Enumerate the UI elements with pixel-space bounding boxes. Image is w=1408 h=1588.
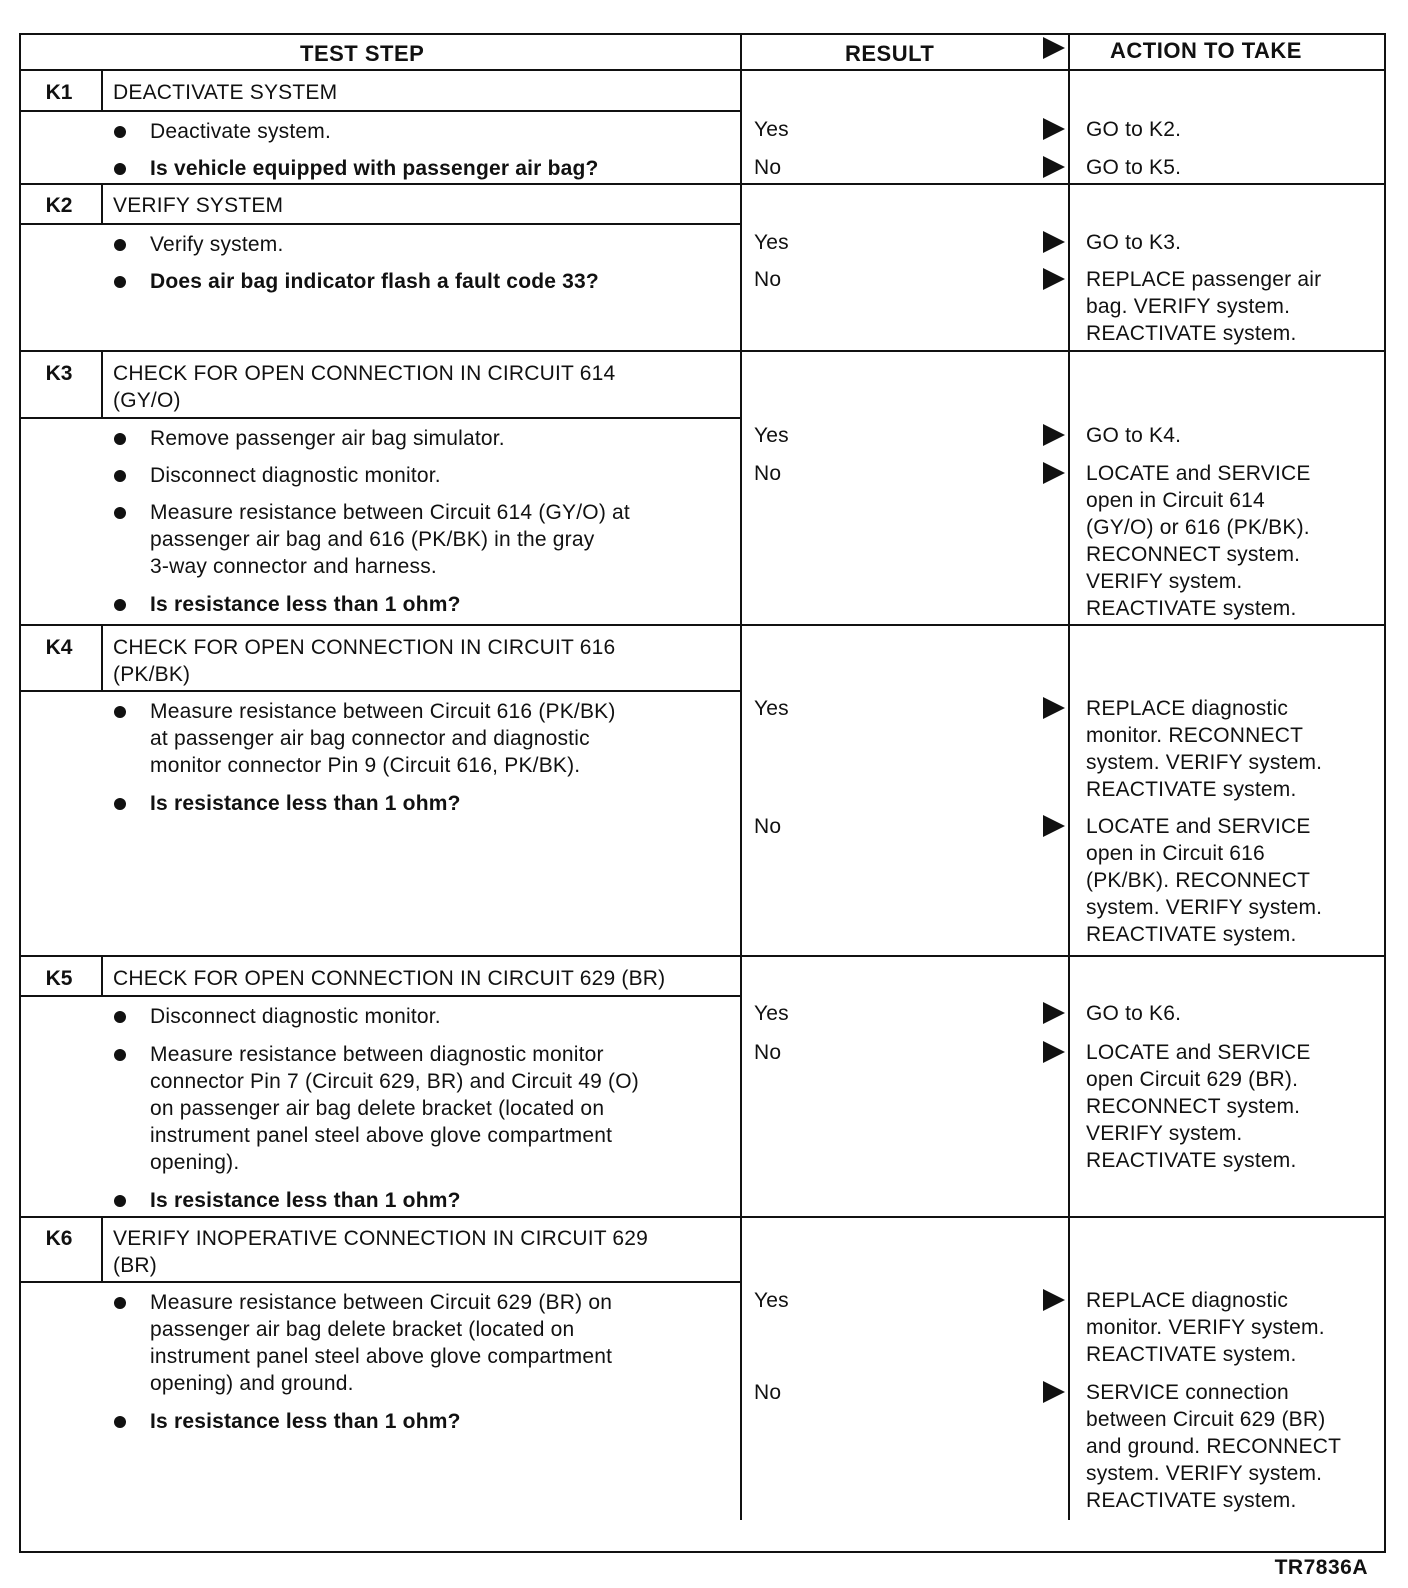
result-label: Yes [754, 231, 789, 254]
action-line: monitor. VERIFY system. [1086, 1316, 1325, 1339]
id-col-divider [101, 955, 103, 995]
bullet-icon [114, 433, 126, 445]
step-instruction-line: Disconnect diagnostic monitor. [150, 1005, 441, 1028]
step-instruction-line: instrument panel steel above glove compartment [150, 1124, 613, 1147]
step-id: K2 [45, 194, 73, 217]
row-divider [19, 624, 1386, 626]
bullet-icon [114, 1297, 126, 1309]
row-divider [19, 350, 1386, 352]
action-line: GO to K2. [1086, 118, 1182, 141]
action-line: bag. VERIFY system. [1086, 295, 1291, 318]
result-label: Yes [754, 424, 789, 447]
step-instruction-line: Disconnect diagnostic monitor. [150, 464, 441, 487]
bullet-icon [114, 163, 126, 175]
bullet-icon [114, 798, 126, 810]
bullet-icon [114, 706, 126, 718]
step-title-line: CHECK FOR OPEN CONNECTION IN CIRCUIT 614 [113, 362, 616, 385]
col-divider [740, 350, 742, 624]
result-label: No [754, 815, 782, 838]
action-line: RECONNECT system. [1086, 1095, 1301, 1118]
result-arrow-icon [1043, 1289, 1065, 1311]
bullet-icon [114, 239, 126, 251]
step-instruction-line: instrument panel steel above glove compartment [150, 1345, 613, 1368]
step-id: K3 [45, 362, 73, 385]
title-divider [19, 995, 740, 997]
action-line: and ground. RECONNECT [1086, 1435, 1342, 1458]
result-label: Yes [754, 1289, 789, 1312]
step-title-line: (BR) [113, 1254, 157, 1277]
action-line: REACTIVATE system. [1086, 322, 1297, 345]
action-line: GO to K5. [1086, 156, 1182, 179]
action-line: monitor. RECONNECT [1086, 724, 1304, 747]
action-line: GO to K3. [1086, 231, 1182, 254]
col-divider [740, 183, 742, 350]
action-line: open in Circuit 616 [1086, 842, 1265, 865]
step-instruction-line: Does air bag indicator flash a fault code 33? [150, 270, 599, 293]
action-line: REPLACE passenger air [1086, 268, 1322, 291]
step-title-line: VERIFY INOPERATIVE CONNECTION IN CIRCUIT 629 [113, 1227, 649, 1250]
header-col-divider [1068, 33, 1070, 69]
result-arrow-icon [1043, 156, 1065, 178]
action-line: REACTIVATE system. [1086, 597, 1297, 620]
step-instruction-line: Is resistance less than 1 ohm? [150, 1410, 461, 1433]
action-line: (PK/BK). RECONNECT [1086, 869, 1311, 892]
col-divider [1068, 1216, 1070, 1520]
action-line: open Circuit 629 (BR). [1086, 1068, 1299, 1091]
id-col-divider [101, 350, 103, 417]
step-instruction-line: Measure resistance between diagnostic monitor [150, 1043, 604, 1066]
id-col-divider [101, 1216, 103, 1281]
id-col-divider [101, 183, 103, 223]
action-line: VERIFY system. [1086, 1122, 1243, 1145]
result-arrow-icon [1043, 118, 1065, 140]
col-divider [1068, 955, 1070, 1216]
step-instruction-line: Is resistance less than 1 ohm? [150, 792, 461, 815]
bullet-icon [114, 599, 126, 611]
header-divider [19, 69, 1386, 71]
bullet-icon [114, 276, 126, 288]
result-arrow-icon [1043, 231, 1065, 253]
step-title-line: (GY/O) [113, 389, 181, 412]
title-divider [19, 690, 740, 692]
action-line: LOCATE and SERVICE [1086, 462, 1311, 485]
step-instruction-line: connector Pin 7 (Circuit 629, BR) and Circuit 49 (O) [150, 1070, 639, 1093]
col-divider [740, 624, 742, 955]
result-label: Yes [754, 1002, 789, 1025]
result-label: No [754, 156, 782, 179]
col-divider [740, 69, 742, 183]
result-arrow-icon [1043, 1002, 1065, 1024]
result-arrow-icon [1043, 424, 1065, 446]
action-line: RECONNECT system. [1086, 543, 1301, 566]
header-test-step: TEST STEP [300, 41, 425, 66]
step-instruction-line: on passenger air bag delete bracket (located on [150, 1097, 605, 1120]
step-instruction-line: Is resistance less than 1 ohm? [150, 1189, 461, 1212]
row-divider [19, 183, 1386, 185]
col-divider [1068, 69, 1070, 183]
step-id: K5 [45, 967, 73, 990]
result-label: Yes [754, 697, 789, 720]
result-label: No [754, 268, 782, 291]
result-arrow-icon [1043, 697, 1065, 719]
step-instruction-line: Is vehicle equipped with passenger air bag? [150, 157, 599, 180]
action-line: system. VERIFY system. [1086, 751, 1323, 774]
result-label: No [754, 1041, 782, 1064]
bullet-icon [114, 470, 126, 482]
id-col-divider [101, 624, 103, 690]
header-result: RESULT [845, 41, 935, 66]
step-instruction-line: Verify system. [150, 233, 284, 256]
id-col-divider [101, 69, 103, 110]
bullet-icon [114, 126, 126, 138]
action-line: REACTIVATE system. [1086, 923, 1297, 946]
col-divider [1068, 350, 1070, 624]
bullet-icon [114, 1011, 126, 1023]
action-line: GO to K6. [1086, 1002, 1182, 1025]
step-title-line: CHECK FOR OPEN CONNECTION IN CIRCUIT 616 [113, 636, 616, 659]
action-line: REACTIVATE system. [1086, 1489, 1297, 1512]
action-line: REACTIVATE system. [1086, 778, 1297, 801]
bullet-icon [114, 1049, 126, 1061]
action-line: LOCATE and SERVICE [1086, 815, 1311, 838]
step-instruction-line: passenger air bag delete bracket (located on [150, 1318, 575, 1341]
title-divider [19, 1281, 740, 1283]
title-divider [19, 417, 740, 419]
title-divider [19, 223, 740, 225]
action-line: system. VERIFY system. [1086, 896, 1323, 919]
step-instruction-line: passenger air bag and 616 (PK/BK) in the gray [150, 528, 595, 551]
action-line: REPLACE diagnostic [1086, 697, 1289, 720]
action-line: open in Circuit 614 [1086, 489, 1265, 512]
row-divider [19, 955, 1386, 957]
result-label: Yes [754, 118, 789, 141]
header-col-divider [740, 33, 742, 69]
result-label: No [754, 1381, 782, 1404]
header-action: ACTION TO TAKE [1110, 38, 1302, 63]
step-title-line: (PK/BK) [113, 663, 191, 686]
step-instruction-line: Deactivate system. [150, 120, 331, 143]
result-arrow-icon [1043, 1381, 1065, 1403]
step-instruction-line: Measure resistance between Circuit 629 (BR) on [150, 1291, 613, 1314]
result-arrow-icon [1043, 815, 1065, 837]
step-instruction-line: opening). [150, 1151, 240, 1174]
col-divider [1068, 183, 1070, 350]
col-divider [1068, 624, 1070, 955]
action-line: REACTIVATE system. [1086, 1343, 1297, 1366]
result-label: No [754, 462, 782, 485]
action-line: LOCATE and SERVICE [1086, 1041, 1311, 1064]
step-instruction-line: Measure resistance between Circuit 614 (GY/O) at [150, 501, 630, 524]
step-instruction-line: 3-way connector and harness. [150, 555, 437, 578]
header-arrow-icon [1043, 37, 1065, 59]
col-divider [740, 1216, 742, 1520]
step-id: K4 [45, 636, 73, 659]
step-id: K6 [45, 1227, 73, 1250]
title-divider [19, 110, 740, 112]
result-arrow-icon [1043, 462, 1065, 484]
step-title-line: DEACTIVATE SYSTEM [113, 81, 338, 104]
step-instruction-line: monitor connector Pin 9 (Circuit 616, PK/BK). [150, 754, 581, 777]
bullet-icon [114, 1416, 126, 1428]
action-line: between Circuit 629 (BR) [1086, 1408, 1326, 1431]
result-arrow-icon [1043, 1041, 1065, 1063]
action-line: system. VERIFY system. [1086, 1462, 1323, 1485]
step-instruction-line: Measure resistance between Circuit 616 (PK/BK) [150, 700, 616, 723]
bullet-icon [114, 507, 126, 519]
figure-tag: TR7836A [1274, 1556, 1368, 1579]
result-arrow-icon [1043, 268, 1065, 290]
col-divider [740, 955, 742, 1216]
step-id: K1 [45, 81, 73, 104]
row-divider [19, 1216, 1386, 1218]
step-instruction-line: Is resistance less than 1 ohm? [150, 593, 461, 616]
step-instruction-line: opening) and ground. [150, 1372, 354, 1395]
action-line: VERIFY system. [1086, 570, 1243, 593]
action-line: REPLACE diagnostic [1086, 1289, 1289, 1312]
step-title-line: VERIFY SYSTEM [113, 194, 284, 217]
step-instruction-line: at passenger air bag connector and diagnostic [150, 727, 590, 750]
step-title-line: CHECK FOR OPEN CONNECTION IN CIRCUIT 629 (BR) [113, 967, 666, 990]
action-line: GO to K4. [1086, 424, 1182, 447]
action-line: REACTIVATE system. [1086, 1149, 1297, 1172]
action-line: (GY/O) or 616 (PK/BK). [1086, 516, 1310, 539]
action-line: SERVICE connection [1086, 1381, 1289, 1404]
bullet-icon [114, 1195, 126, 1207]
step-instruction-line: Remove passenger air bag simulator. [150, 427, 505, 450]
